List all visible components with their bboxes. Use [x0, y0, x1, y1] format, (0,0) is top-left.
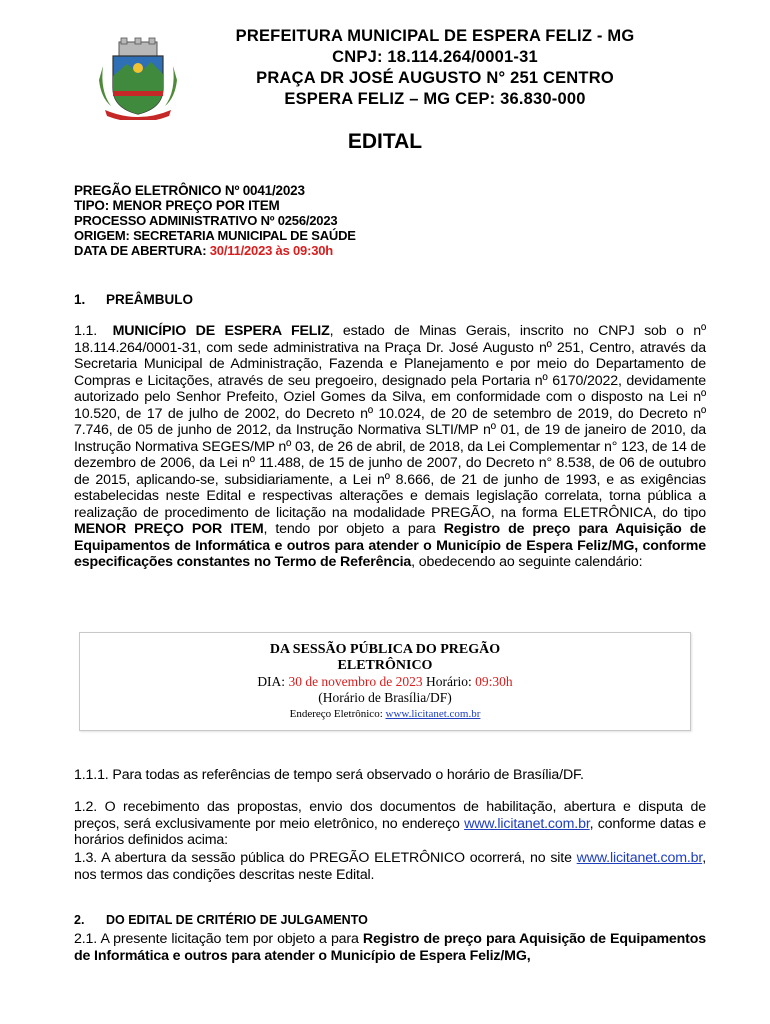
endereco-line [80, 706, 690, 722]
document-header [190, 26, 680, 110]
session-title [80, 642, 690, 674]
session-title-line-2: ELETRÔNICO [337, 658, 433, 673]
licitanet-link[interactable]: www.licitanet.com.br [464, 815, 590, 832]
paragraph-text: , estado de Minas Gerais, inscrito no CNPJ sob o nº 18.114.264/0001-31, com sede administrativa na Praça Dr. José Augusto nº 251, Centro, através da Secretaria Municipal de Administração, Fazenda e Planejamento e por meio do Departamento de Compras e Licitações, através de seu pregoeiro, designado pela Portaria nº 6170/2022, devidamente autorizado pelo Senhor Prefeito, Oziel Gomes da Silva, em conformidade com o disposto na Lei nº 10.520, de 17 de julho de 2002, do Decreto nº 10.024, de 20 de setembro de 2019, do Decreto nº 7.746, de 05 de junho de 2012, da Instrução Normativa SLTI/MP nº 01, de 19 de janeiro de 2010, da Instrução Normativa SEGES/MP nº 03, de 26 de abril, de 2018, da Lei Complementar n° 123, de 14 de dezembro de 2006, da Lei nº 11.488, de 15 de junho de 2007, do Decreto n° 8.538, de 06 de outubro de 2015, aplicando-se, subsidiariamente, a Lei nº 8.666, de 21 de junho de 1993, e as exigências estabelecidas neste Edital e respectivas alterações e demais legislação correlata, torna pública a realização de procedimento de licitação na modalidade PREGÃO, na forma ELETRÔNICA, do tipo [74, 323, 707, 521]
session-title-line-1: DA SESSÃO PÚBLICA DO PREGÃO [269, 642, 501, 657]
horario-label: Horário: [422, 674, 476, 689]
objeto-bold: Registro de preço para Aquisição de Equipamentos de Informática e outros para atender o Município de Espera Feliz/MG, [74, 931, 706, 964]
session-date-line [80, 674, 690, 690]
section-2-heading [74, 913, 368, 927]
origem: ORIGEM: SECRETARIA MUNICIPAL DE SAÚDE [74, 228, 356, 243]
paragraph-1-3 [74, 850, 706, 883]
tipo: TIPO: MENOR PREÇO POR ITEM [74, 198, 280, 213]
header-line-1: PREFEITURA MUNICIPAL DE ESPERA FELIZ - MG [235, 27, 635, 45]
licitanet-link[interactable]: www.licitanet.com.br [385, 708, 481, 720]
timezone-note: (Horário de Brasília/DF) [318, 690, 452, 705]
section-number: 1. [74, 292, 86, 307]
paragraph-text: , nos termos das condições descritas neste Edital. [74, 850, 706, 883]
data-abertura [74, 243, 356, 258]
paragraph-text: , obedecendo ao seguinte calendário: [411, 554, 643, 570]
session-info-box [79, 632, 691, 731]
paragraph-text: 1.2. O recebimento das propostas, envio dos documentos de habilitação, abertura e disputa de preços, será exclusivamente por meio eletrônico, no endereço [74, 799, 706, 832]
paragraph-1-2 [74, 799, 706, 849]
paragraph-1-1 [74, 323, 706, 571]
dia-label: DIA: [257, 674, 289, 689]
paragraph-number: 1.1. [74, 323, 98, 339]
section-1-heading [74, 292, 193, 307]
header-line-2: CNPJ: 18.114.264/0001-31 [332, 48, 538, 66]
tipo-bold: MENOR PREÇO POR ITEM [74, 521, 264, 537]
paragraph-1-1-1: 1.1.1. Para todas as referências de tempo será observado o horário de Brasília/DF. [74, 767, 584, 783]
processo: PROCESSO ADMINISTRATIVO Nº 0256/2023 [74, 213, 338, 228]
section-title: PREÂMBULO [106, 292, 193, 307]
paragraph-text: , tendo por objeto a para [263, 521, 444, 537]
section-title: DO EDITAL DE CRITÉRIO DE JULGAMENTO [106, 913, 368, 927]
endereco-label: Endereço Eletrônico: [289, 708, 386, 720]
header-line-4: ESPERA FELIZ – MG CEP: 36.830-000 [284, 90, 586, 108]
section-number: 2. [74, 913, 85, 927]
document-title: EDITAL [347, 130, 423, 153]
pregao-number: PREGÃO ELETRÔNICO Nº 0041/2023 [74, 183, 305, 198]
dia-value: 30 de novembro de 2023 [288, 674, 423, 689]
licitanet-link[interactable]: www.licitanet.com.br [576, 850, 703, 866]
municipal-coat-of-arms [97, 36, 179, 120]
paragraph-text: 1.3. A abertura da sessão pública do PREGÃO ELETRÔNICO ocorrerá, no site [74, 850, 577, 866]
header-line-3: PRAÇA DR JOSÉ AUGUSTO N° 251 CENTRO [256, 69, 614, 87]
paragraph-text: , conforme datas e horários definidos acima: [74, 815, 706, 848]
horario-value: 09:30h [475, 674, 513, 689]
municipio-name: MUNICÍPIO DE ESPERA FELIZ [112, 323, 330, 339]
abertura-label: DATA DE ABERTURA: [74, 243, 210, 258]
abertura-value: 30/11/2023 às 09:30h [209, 243, 334, 258]
edital-metadata [74, 183, 356, 258]
paragraph-2-1 [74, 931, 706, 964]
paragraph-text: 2.1. A presente licitação tem por objeto a para [74, 931, 363, 947]
objeto-bold: Registro de preço para Aquisição de Equipamentos de Informática e outros para atender o Município de Espera Feliz/MG, conforme especificações constantes no Termo de Referência [74, 521, 706, 570]
